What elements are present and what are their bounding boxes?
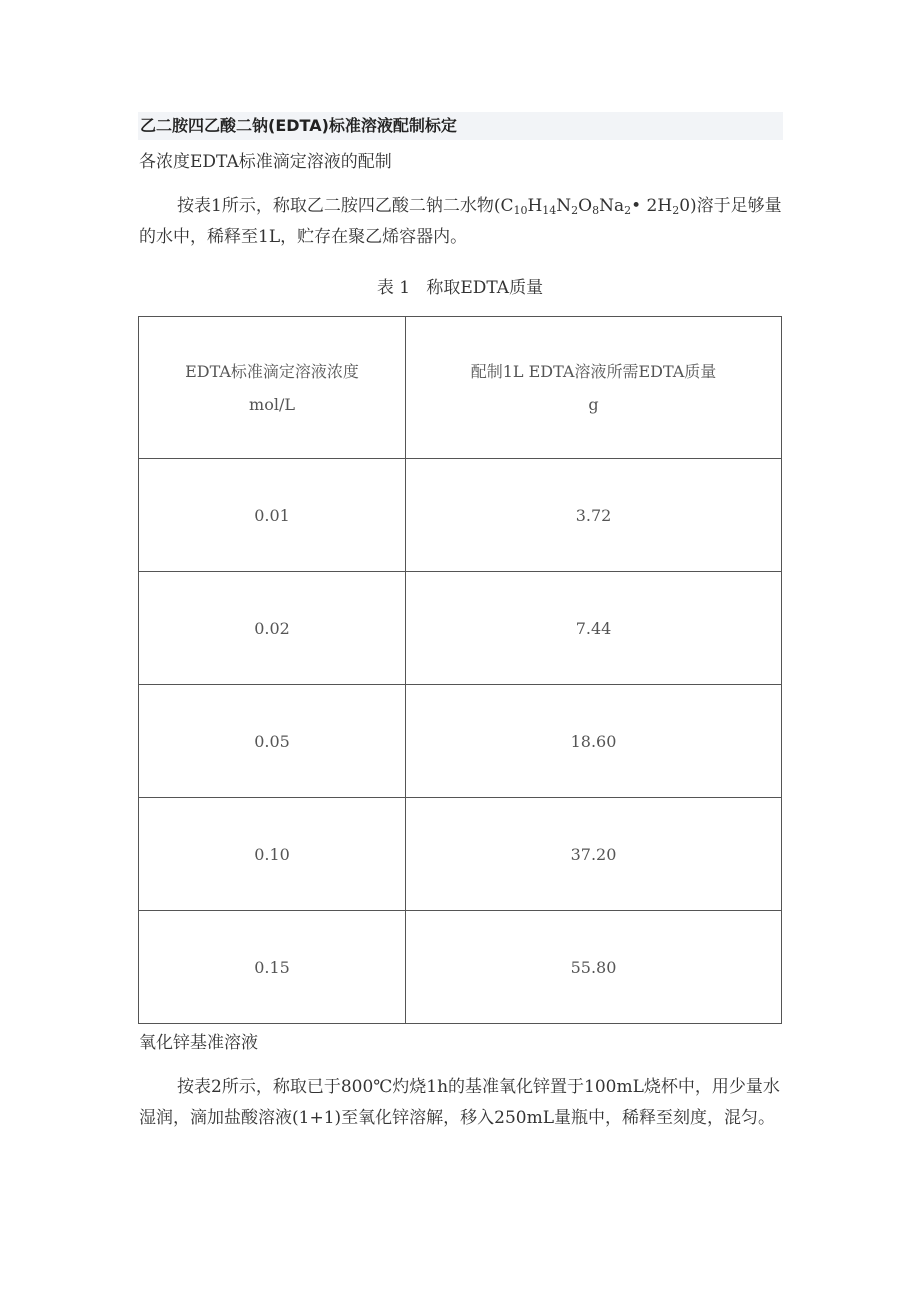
formula-sub: 10 <box>513 204 528 217</box>
formula-text: • 2H <box>631 196 673 216</box>
formula-text: Na <box>599 196 625 216</box>
header-label: 配制1L EDTA溶液所需EDTA质量 <box>470 361 717 381</box>
formula-sub: 2 <box>672 204 680 217</box>
formula-text: O <box>578 196 593 216</box>
section2-text: 按表2所示，称取已于800℃灼烧1h的基准氧化锌置于100mL烧杯中，用少量水湿润，滴加盐酸溶液(1+1)至氧化锌溶解，移入250mL量瓶中，稀释至刻度，混匀。 <box>139 1077 780 1128</box>
formula-sub: 14 <box>542 204 557 217</box>
para-text-post: 溶于足够量的水中，稀释至1L，贮存在聚乙烯容器内。 <box>139 196 782 247</box>
formula-text: 0) <box>679 196 697 216</box>
table-row <box>139 572 782 685</box>
document-title: 乙二胺四乙酸二钠(EDTA)标准溶液配制标定 <box>138 112 783 140</box>
cell-concentration: 0.15 <box>139 911 406 1024</box>
section2-paragraph <box>139 1072 783 1134</box>
cell-mass: 18.60 <box>406 685 782 798</box>
header-unit: mol/L <box>249 394 295 414</box>
header-mass <box>406 317 782 459</box>
table-caption: 表 1 称取EDTA质量 <box>376 278 544 298</box>
formula-sub: 2 <box>571 204 579 217</box>
formula-sub: 8 <box>592 204 600 217</box>
cell-mass: 37.20 <box>406 798 782 911</box>
formula-sub: 2 <box>624 204 632 217</box>
table-row <box>139 911 782 1024</box>
formula-text: N <box>556 196 572 216</box>
section2-heading: 氧化锌基准溶液 <box>139 1033 258 1053</box>
table-row <box>139 798 782 911</box>
cell-mass: 55.80 <box>406 911 782 1024</box>
cell-mass: 7.44 <box>406 572 782 685</box>
cell-mass: 3.72 <box>406 459 782 572</box>
section1-heading: 各浓度EDTA标准滴定溶液的配制 <box>139 152 392 172</box>
section1-paragraph <box>139 191 783 253</box>
header-label: EDTA标准滴定溶液浓度 <box>185 361 359 381</box>
cell-concentration: 0.05 <box>139 685 406 798</box>
para-text-pre: 按表1所示，称取乙二胺四乙酸二钠二水物(C <box>177 196 514 216</box>
header-unit: g <box>588 394 599 414</box>
table-row <box>139 459 782 572</box>
cell-concentration: 0.02 <box>139 572 406 685</box>
edta-mass-table <box>138 316 782 1024</box>
table-row <box>139 685 782 798</box>
cell-concentration: 0.10 <box>139 798 406 911</box>
header-concentration <box>139 317 406 459</box>
formula-text: H <box>527 196 543 216</box>
table-header-row <box>139 317 782 459</box>
cell-concentration: 0.01 <box>139 459 406 572</box>
